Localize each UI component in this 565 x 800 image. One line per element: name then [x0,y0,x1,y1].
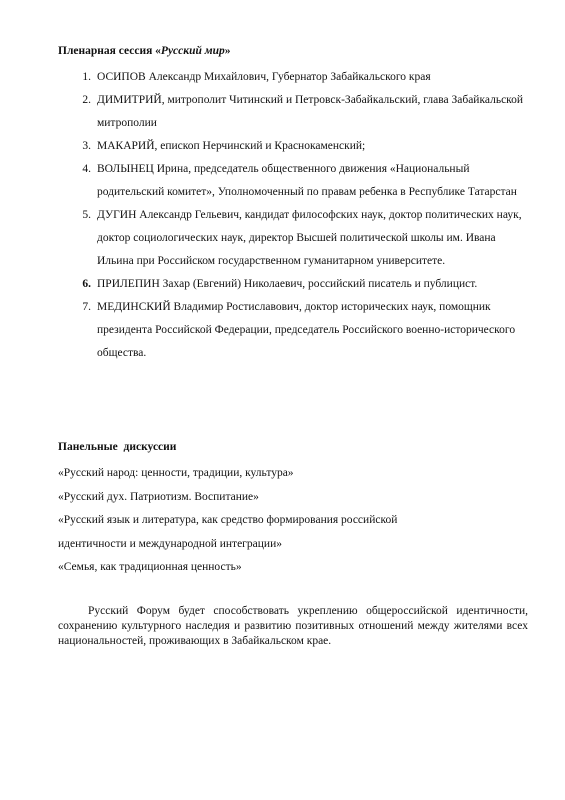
speaker-item [58,66,528,89]
speaker-text: ВОЛЫНЕЦ Ирина, председатель общественного движения «Национальный родительский комитет», Уполномоченный по правам ребенка в Республике Татарстан [97,163,517,198]
plenary-heading-title: Русский мир [160,45,225,57]
speaker-number: 3. [82,140,91,152]
speaker-text: МАКАРИЙ, епископ Нерчинский и Краснокаменский; [97,140,366,152]
panel-item: «Русский язык и литература, как средство формирования российской [58,514,398,526]
plenary-heading [58,45,231,57]
panel-item: идентичности и международной интеграции» [58,537,282,550]
speaker-text: ДИМИТРИЙ, митрополит Читинский и Петровск-Забайкальский, глава Забайкальской митрополии [97,94,524,129]
panels-heading: Панельные дискуссии [58,441,177,453]
speaker-number: 4. [82,163,91,175]
speaker-number: 5. [82,209,91,221]
speaker-text: ДУГИН Александр Гельевич, кандидат философских наук, доктор политических наук, доктор социологических наук, директор Высшей политической школы им. Ивана Ильина при Российском государственном гуманитарном университете. [97,209,522,267]
panel-list [58,462,528,580]
speaker-item [58,204,528,273]
speaker-item [58,89,528,135]
plenary-heading-prefix: Пленарная сессия « [58,45,161,57]
speaker-number: 2. [82,94,91,106]
speaker-number: 1. [82,71,91,83]
speaker-item [58,158,528,204]
speaker-item [58,273,528,296]
speaker-item [58,296,528,365]
speaker-list [58,66,528,365]
speaker-text: ПРИЛЕПИН Захар (Евгений) Николаевич, российский писатель и публицист. [97,278,478,290]
closing-paragraph: Русский Форум будет способствовать укреплению общероссийской идентичности, сохранению культурного наследия и развитию позитивных отношений между жителями всех национальностей, проживающих в Забайкальском крае. [58,605,528,647]
panel-item: «Русский народ: ценности, традиции, культура» [58,467,294,479]
speaker-item [58,135,528,158]
speaker-number: 7. [82,301,91,313]
speaker-text: МЕДИНСКИЙ Владимир Ростиславович, доктор исторических наук, помощник президента Российской Федерации, председатель Российского военно-исторического общества. [97,301,516,359]
speaker-number: 6. [82,278,91,290]
panel-item: «Семья, как традиционная ценность» [58,561,242,573]
panel-item: «Русский дух. Патриотизм. Воспитание» [58,490,259,503]
speaker-text: ОСИПОВ Александр Михайлович, Губернатор Забайкальского края [97,71,431,83]
plenary-heading-suffix: » [224,45,231,57]
